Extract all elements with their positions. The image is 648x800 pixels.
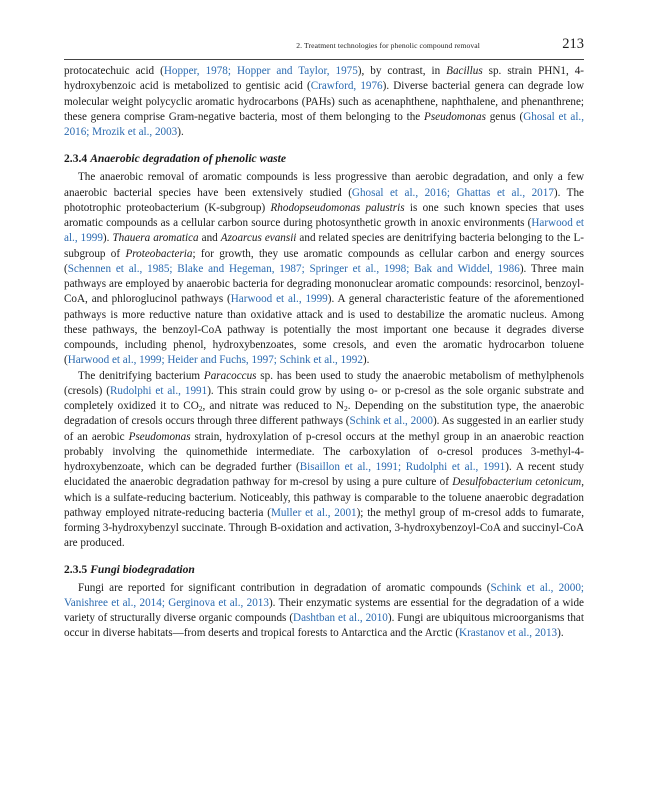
text-span: Fungi are reported for significant contribution in degradation of aromatic compounds ( — [78, 581, 491, 594]
citation-link[interactable]: Rudolphi et al., 1991 — [110, 384, 208, 397]
citation-link[interactable]: Bisaillon et al., 1991; Rudolphi et al., 1991 — [299, 461, 506, 473]
species-name: Paracoccus — [203, 369, 257, 382]
species-name: Bacillus — [446, 65, 483, 77]
paragraph-fungi — [64, 581, 584, 642]
text-span: . Depending on the substitution type, the anaerobic degradation of cresols occurs through three different pathways ( — [64, 400, 584, 428]
text-span: sp. strain PHN1, 4-hydroxybenzoic acid is metabolized to gentisic acid ( — [64, 65, 585, 93]
text-span: sp. has been used to study the anaerobic metabolism of methylphenols (cresols) ( — [64, 369, 584, 397]
text-span: ). Their enzymatic systems are essential for the degradation of a wide variety of structurally diverse organic compounds ( — [64, 596, 584, 624]
citation-link[interactable]: Krastanov et al., 2013 — [459, 627, 558, 640]
text-span: ). Three main pathways are employed by anaerobic bacteria for degrading mononuclear aromatic compounds: resorcinol, benzoyl-CoA, and phloroglucinol pathways ( — [64, 262, 584, 306]
text-span: and related species are denitrifying bacteria belonging to the L-subgroup of — [64, 232, 584, 260]
citation-link[interactable]: Schennen et al., 1985; Blake and Hegeman, 1987; Springer et al., 1998; Bak and Widdel, 1986 — [67, 262, 520, 275]
page-body — [64, 64, 584, 642]
citation-link[interactable]: Muller et al., 2001 — [270, 506, 357, 519]
text-span: ). A general characteristic feature of the aforementioned pathways is more reductive nature than oxidative attack and is used to destabilize the aromatic nucleus. Among these pathways, the benzoyl-CoA pathway is potentially the most important one because it degrades diverse compounds, including phenol, hydroxybenzoates, some cresols, and even the aromatic hydrocarbon toluene ( — [64, 293, 584, 367]
paragraph-anaerobic — [64, 170, 584, 368]
text-span: ). As suggested in an earlier study of an aerobic — [64, 415, 584, 443]
text-span: The denitrifying bacterium — [78, 369, 204, 382]
text-span: ). — [557, 627, 564, 640]
species-name: Proteobacteria — [125, 247, 193, 260]
section-heading-anaerobic — [64, 151, 584, 166]
citation-link[interactable]: Hopper, 1978; Hopper and Taylor, 1975 — [163, 65, 358, 77]
text-span: ). — [362, 354, 370, 367]
text-span: , which is a sulfate-reducing bacterium. Noticeably, this pathway is comparable to the toluene anaerobic degradation pathway employed nitrate-reducing bacteria ( — [64, 476, 584, 519]
text-span: ). — [102, 232, 113, 245]
text-span: ). Diverse bacterial genera can degrade low molecular weight polycyclic aromatic hydrocarbons (PAHs) such as acenaphthene, naphthalene, and phenanthrene; these genera comprise Gram-negative bacteria, most of them belonging to the — [64, 80, 584, 123]
text-span: ); the methyl group of m-cresol adds to fumarate, forming 3-hydroxybenzyl succinate. Through Β-oxidation and activation, 3-hydroxybenzoyl-CoA and succinyl-CoA are produced. — [64, 506, 585, 550]
text-span: ). Fungi are ubiquitous microorganisms that occur in diverse habitats—from deserts and tropical forests to Antarctica and the Arctic ( — [64, 612, 584, 640]
species-name: Pseudomonas — [424, 110, 486, 123]
citation-link[interactable]: Ghosal et al., 2016; Mrozik et al., 2003 — [64, 110, 584, 138]
page-number: 213 — [562, 36, 584, 52]
paragraph-denitrifying — [64, 369, 584, 552]
citation-link[interactable]: Harwood et al., 1999 — [64, 217, 584, 245]
text-span: ; for growth, they use aromatic compounds as cellular carbon and energy sources ( — [64, 247, 584, 275]
species-name: Azoarcus evansii — [220, 232, 297, 245]
subscript: 2 — [343, 404, 348, 413]
species-name: Pseudomonas — [128, 430, 191, 443]
text-span: protocatechuic acid ( — [64, 65, 164, 77]
section-number: 2.3.4 — [64, 152, 88, 166]
text-span: , and nitrate was reduced to N — [202, 400, 344, 412]
text-span: ). This strain could grow by using o- or p-cresol as the sole organic substrate and completely oxidized it to CO — [64, 384, 584, 412]
section-title: Anaerobic degradation of phenolic waste — [90, 152, 286, 166]
citation-link[interactable]: Harwood et al., 1999 — [230, 293, 328, 306]
species-name: Thauera aromatica — [112, 232, 199, 245]
section-heading-fungi — [64, 562, 584, 577]
text-span: ), by contrast, in — [357, 65, 447, 77]
running-header — [64, 36, 584, 54]
text-span: is one such known species that uses aromatic compounds as a cellular carbon source during photosynthetic growth in anoxic environments ( — [64, 201, 584, 229]
section-number: 2.3.5 — [64, 562, 88, 576]
paragraph-intro — [64, 64, 584, 140]
section-title: Fungi biodegradation — [90, 562, 195, 576]
citation-link[interactable]: Dashtban et al., 2010 — [293, 612, 388, 624]
citation-link[interactable]: Schink et al., 2000 — [349, 415, 433, 428]
running-title: 2. Treatment technologies for phenolic compound removal — [296, 41, 480, 50]
text-span: ). A recent study elucidated the anaerobic degradation pathway for m-cresol by using a pure culture of — [64, 461, 584, 489]
text-span: ). The phototrophic proteobacterium (K-subgroup) — [64, 186, 584, 214]
text-span: genus ( — [485, 110, 524, 123]
subscript: 2 — [198, 404, 203, 413]
header-rule — [64, 59, 584, 60]
text-span: and — [198, 232, 221, 245]
text-span: strain, hydroxylation of p-cresol occurs at the methyl group in an anaerobic reaction probably involving the quinomethide intermediate. The carboxylation of o-cresol produces 3-methyl-4-hydroxybenzoate, which can be degraded further ( — [64, 430, 584, 473]
text-span: ). — [177, 126, 184, 138]
species-name: Desulfobacterium cetonicum — [452, 476, 582, 489]
species-name: Rhodopseudomonas palustris — [270, 201, 405, 214]
citation-link[interactable]: Crawford, 1976 — [310, 80, 383, 93]
citation-link[interactable]: Schink et al., 2000; Vanishree et al., 2014; Gerginova et al., 2013 — [64, 581, 584, 609]
text-span: The anaerobic removal of aromatic compounds is less progressive than aerobic degradation, and only a few anaerobic bacterial species have been extensively studied ( — [64, 171, 584, 199]
citation-link[interactable]: Harwood et al., 1999; Heider and Fuchs, 1997; Schink et al., 1992 — [67, 354, 363, 367]
citation-link[interactable]: Ghosal et al., 2016; Ghattas et al., 2017 — [351, 186, 554, 199]
